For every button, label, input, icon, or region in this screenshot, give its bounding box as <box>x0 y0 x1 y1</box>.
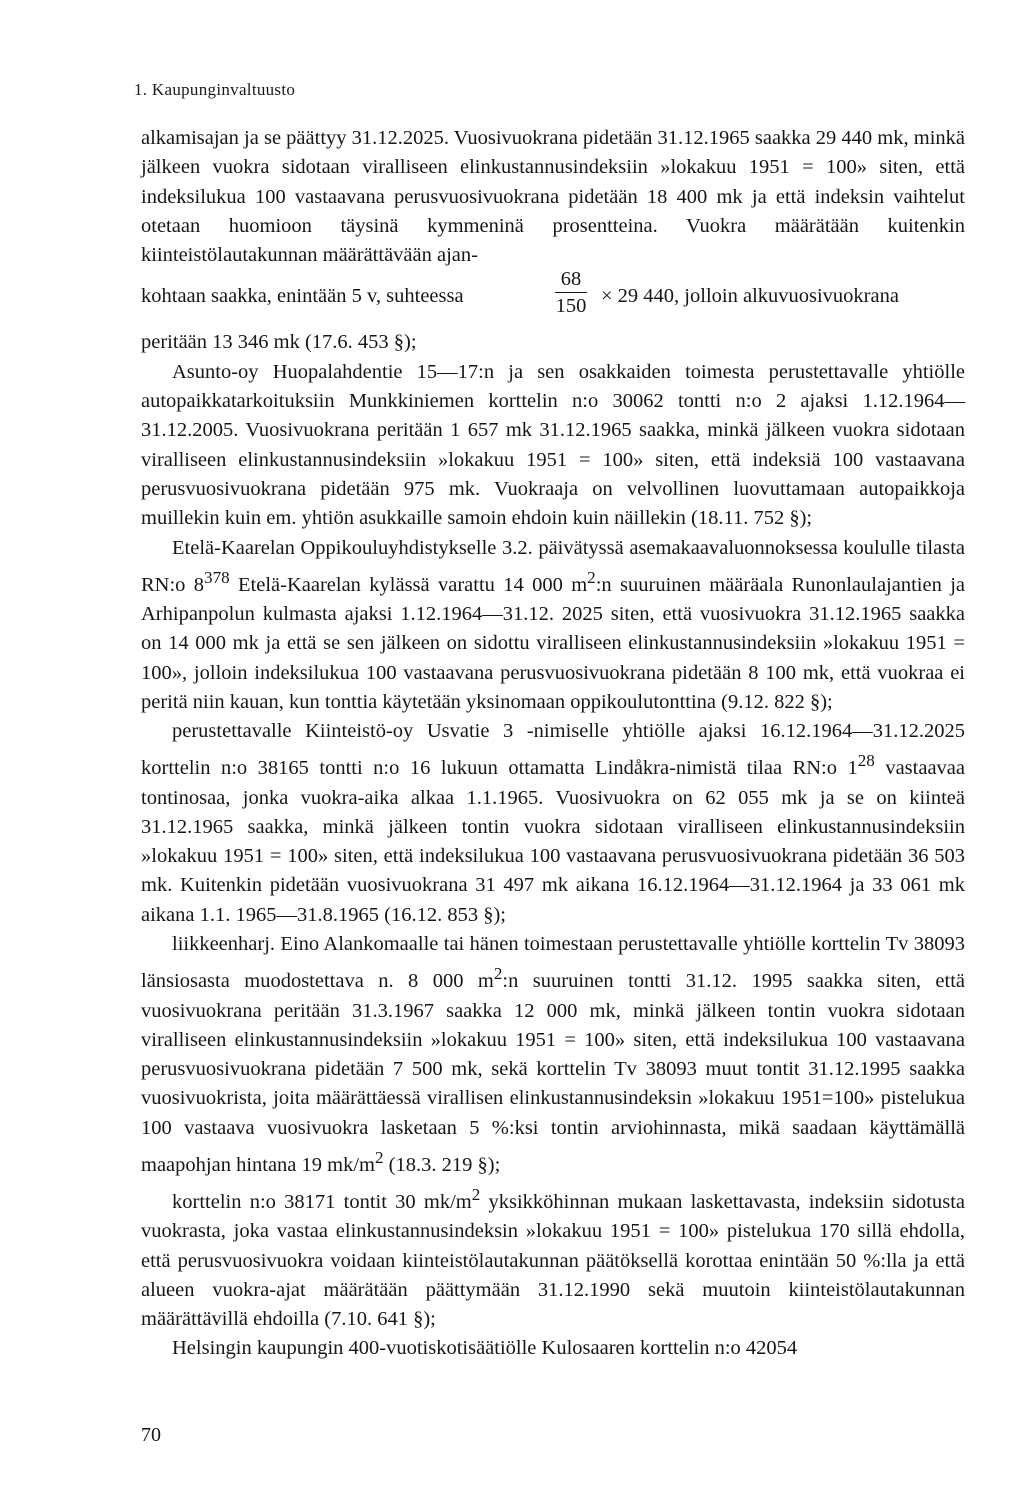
text-segment: :n suuruinen määräala Runonlaulajantien ja Arhipanpolun kulmasta ajaksi 1.12.1964—31.12. 2025 siten, että vuosivuokra 31.12.1965 saakka on 14 000 mk ja että se sen jälkeen on sidottu viralliseen elinkustannusindeksiin »lokakuu 1951 = 100», jolloin indeksilukua 100 vastaavana perusvuosivuokrana pidetään 8 100 mk, että vuokraa ei peritä niin kauan, kun tonttia käytetään yksinomaan oppikoulutonttina (9.12. 822 §); <box>141 573 965 713</box>
text-segment: yksikköhinnan mukaan laskettavasta, indeksiin sidotusta vuokrasta, joka vastaa elinkustannusindeksin »lokakuu 1951 = 100» pistelukua 170 sillä ehdolla, että perusvuosivuokra voidaan kiinteistölautakunnan päätöksellä korottaa enintään 50 %:lla ja että alueen vuokra-ajat määrätään päättymään 31.12.1990 sekä muutoin kiinteistölautakunnan määrättävillä ehdoilla (7.10. 641 §); <box>141 1190 965 1331</box>
paragraph-korttelin-38171 <box>141 1180 965 1334</box>
fraction <box>555 266 587 319</box>
text-segment: vastaavaa tontinosaa, jonka vuokra-aika alkaa 1.1.1965. Vuosivuokra on 62 055 mk ja se on kiinteä 31.12.1965 saakka, minkä jälkeen tontin vuokra sidotaan viralliseen elinkustannusindeksiin »lokakuu 1951 = 100» siten, että indeksilukua 100 vastaavana perusvuosivuokrana pidetään 36 503 mk. Kuitenkin pidetään vuosivuokrana 31 497 mk aikana 16.12.1964—31.12.1964 ja 33 061 mk aikana 1.1. 1965—31.8.1965 (16.12. 853 §); <box>141 757 965 926</box>
text-segment: Etelä-Kaarelan Oppikouluyhdistykselle 3.2. päivätyssä asemakaavaluonnoksessa koululle tilasta RN:o 8 <box>141 536 965 596</box>
text-segment: perustettavalle Kiinteistö-oy Usvatie 3 -nimiselle yhtiölle ajaksi 16.12.1964—31.12.2025 korttelin n:o 38165 tontti n:o 16 lukuun ottamatta Lindåkra-nimistä tilaa RN:o 1 <box>141 720 965 780</box>
superscript: 28 <box>857 751 875 771</box>
superscript: 2 <box>493 964 503 984</box>
superscript: 2 <box>375 1147 384 1167</box>
paragraph-alankomaa <box>141 930 965 1180</box>
formula-prefix-text: kohtaan saakka, enintään 5 v, suhteessa <box>141 285 464 308</box>
formula-line <box>141 270 965 328</box>
running-head: 1. Kaupunginvaltuusto <box>134 80 296 99</box>
paragraph-huopalahdentie: Asunto-oy Huopalahdentie 15—17:n ja sen osakkaiden toimesta perustettavalle yhtiölle autopaikkatarkoituksiin Munkkiniemen korttelin n:o 30062 tontti n:o 2 ajaksi 1.12.1964—31.12.2005. Vuosivuokrana peritään 1 657 mk 31.12.1965 saakka, minkä jälkeen vuokra sidotaan viralliseen elinkustannusindeksiin »lokakuu 1951 = 100» siten, että indeksiä 100 vastaavana perusvuosivuokrana pidetään 975 mk. Vuokraaja on velvollinen luovuttamaan autopaikkoja muillekin kuin em. yhtiön asukkaille samoin ehdoin kuin näillekin (18.11. 752 §); <box>141 360 965 530</box>
text-segment: Etelä-Kaarelan kylässä varattu 14 000 m <box>229 573 588 596</box>
paragraph-usvatie <box>141 717 965 930</box>
fraction-denominator: 150 <box>555 295 587 318</box>
paragraph-lease-terms: alkamisajan ja se päättyy 31.12.2025. Vuosivuokrana pidetään 31.12.1965 saakka 29 440 mk, minkä jälkeen vuokra sidotaan viralliseen elinkustannusindeksiin »lokakuu 1951 = 100» siten, että indeksilukua 100 vastaavana perusvuosivuokrana pidetään 18 400 mk ja että indeksin vaihtelut otetaan huomioon täysinä kymmeninä prosentteina. Vuokra määrätään kuitenkin kiinteistölautakunnan määrättävään ajan- <box>141 127 965 267</box>
document-body <box>141 124 965 1364</box>
page-number: 70 <box>141 1424 161 1446</box>
paragraph-etela-kaarela <box>141 534 965 718</box>
superscript: 378 <box>204 567 230 587</box>
formula-suffix-text: × 29 440, jolloin alkuvuosivuokrana <box>601 285 899 308</box>
superscript: 2 <box>471 1185 481 1205</box>
superscript: 2 <box>587 567 596 587</box>
text-segment: :n suuruinen tontti 31.12. 1995 saakka siten, että vuosivuokrana peritään 31.3.1967 saakka 12 000 mk, minkä jälkeen tontin vuokra sidotaan viralliseen elinkustannusindeksiin »lokakuu 1951 = 100» siten, että indeksilukua 100 vastaavana perusvuosivuokrana pidetään 7 500 mk, sekä korttelin Tv 38093 muut tontit 31.12.1995 saakka vuosivuokrista, joita määrättäessä virallisen elinkustannusindeksin »lokakuu 1951=100» pistelukua 100 vastaava vuosivuokra lasketaan 5 %:ksi tontin arviohinnasta, mikä saadaan käyttämällä maapohjan hintana 19 mk/m <box>141 970 965 1176</box>
fraction-numerator: 68 <box>555 266 587 293</box>
text-segment: liikkeenharj. Eino Alankomaalle tai hänen toimestaan perustettavalle yhtiölle korttelin Tv 38093 länsiosasta muodostettava n. 8 000 m <box>141 933 965 993</box>
paragraph-lease-terms-end: peritään 13 346 mk (17.6. 453 §); <box>141 331 417 354</box>
paragraph-kotisaatio: Helsingin kaupungin 400-vuotiskotisäätiölle Kulosaaren korttelin n:o 42054 <box>172 1337 798 1360</box>
text-segment: korttelin n:o 38171 tontit 30 mk/m <box>172 1190 472 1213</box>
text-segment: (18.3. 219 §); <box>383 1153 501 1176</box>
